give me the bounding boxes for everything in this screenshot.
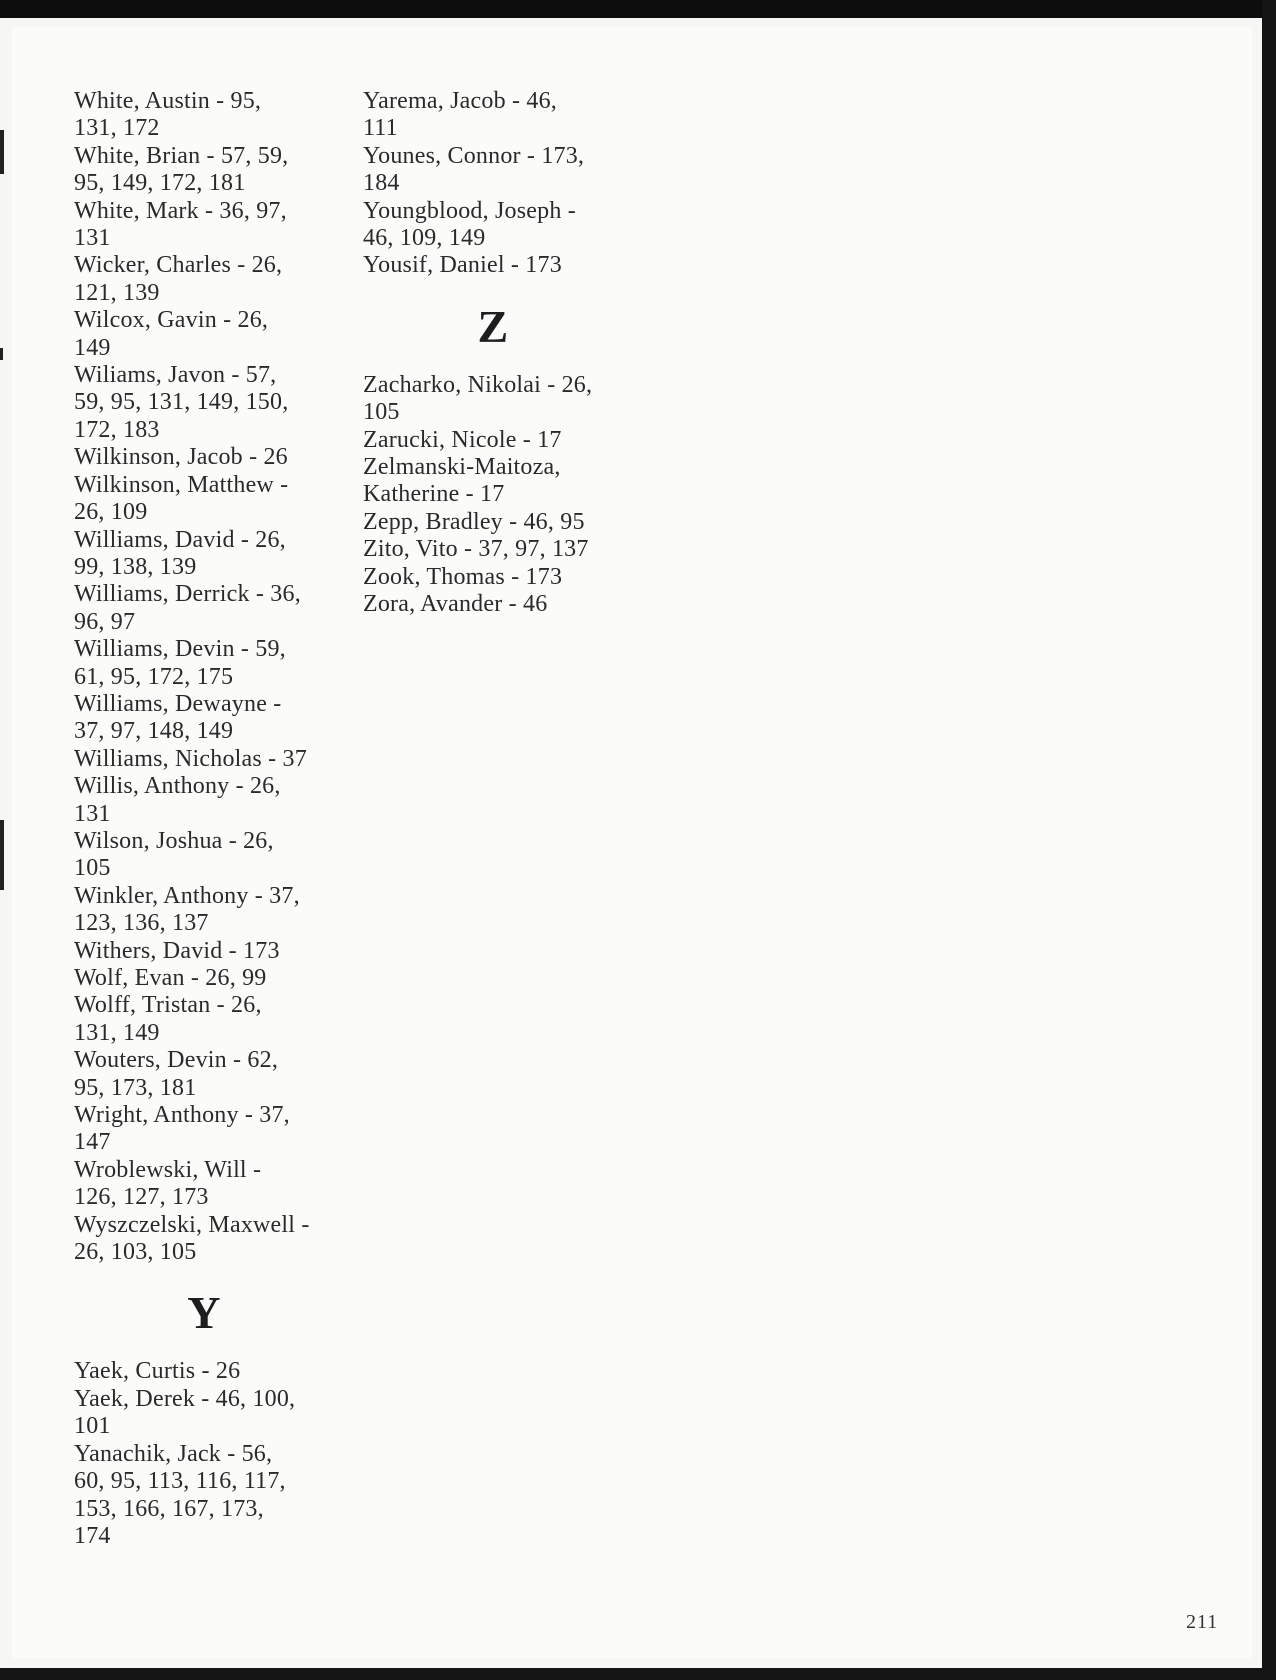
page-number: 211 [1186,1611,1219,1633]
letter-heading-z: Z [477,300,509,352]
index-entry: Willis, Anthony - 26, 131 [74,773,281,827]
index-entry: Zepp, Bradley - 46, 95 [363,508,585,535]
index-entry: Wolff, Tristan - 26, 131, 149 [74,992,262,1046]
index-entry: Zook, Thomas - 173 [363,563,563,590]
index-entry: Williams, Nicholas - 37 [74,745,307,772]
w-entries-list [74,88,334,1266]
index-entry: Withers, David - 173 [74,937,280,964]
index-entry: Younes, Connor - 173, 184 [363,142,585,197]
z-entries-list [363,372,623,619]
index-entry: Wolf, Evan - 26, 99 [74,965,267,991]
index-entry: Wilcox, Gavin - 26, 149 [74,307,269,361]
scan-border-right [1262,0,1276,1680]
index-column-right [363,88,623,619]
index-entry: Yaek, Curtis - 26 [74,1358,241,1385]
index-entry: Wroblewski, Will - 126, 127, 173 [74,1156,262,1211]
index-entry: Wouters, Devin - 62, 95, 173, 181 [74,1047,279,1101]
index-entry: Zacharko, Nikolai - 26, 105 [363,371,593,426]
scan-border-top [0,0,1276,18]
index-entry: Zora, Avander - 46 [363,591,548,618]
index-entry: Williams, Derrick - 36, 96, 97 [74,581,301,635]
scan-edge-mark [0,820,4,890]
index-column-left [74,88,334,1550]
index-entry: Wilson, Joshua - 26, 105 [74,827,274,882]
index-entry: Zito, Vito - 37, 97, 137 [363,536,589,563]
index-entry: Yanachik, Jack - 56, 60, 95, 113, 116, 117, 153, 166, 167, 173, 174 [74,1440,286,1549]
letter-heading-y: Y [187,1287,221,1339]
y-entries-continued-list [363,88,623,280]
index-entry: Wilkinson, Jacob - 26 [74,444,288,471]
index-entry: Williams, David - 26, 99, 138, 139 [74,526,286,580]
index-entry: Wright, Anthony - 37, 147 [74,1102,290,1156]
index-entry: Zelmanski-Maitoza, Katherine - 17 [363,454,561,508]
index-entry: Williams, Devin - 59, 61, 95, 172, 175 [74,636,286,690]
index-entry: Yaek, Derek - 46, 100, 101 [74,1385,296,1440]
index-entry: Winkler, Anthony - 37, 123, 136, 137 [74,882,300,937]
index-entry: Yarema, Jacob - 46, 111 [363,88,557,142]
index-entry: Williams, Dewayne - 37, 97, 148, 149 [74,690,282,745]
index-entry: White, Brian - 57, 59, 95, 149, 172, 181 [74,142,289,197]
index-entry: Wiliams, Javon - 57, 59, 95, 131, 149, 150, 172, 183 [74,362,289,443]
index-entry: Wilkinson, Matthew - 26, 109 [74,471,289,526]
scan-border-bottom [0,1668,1276,1680]
y-entries-list [74,1358,334,1550]
scan-edge-mark [0,348,3,360]
index-entry: Youngblood, Joseph - 46, 109, 149 [363,197,576,252]
index-entry: White, Austin - 95, 131, 172 [74,88,262,142]
scan-edge-mark [0,130,4,174]
index-entry: Wyszczelski, Maxwell - 26, 103, 105 [74,1211,310,1266]
index-entry: Zarucki, Nicole - 17 [363,426,562,453]
index-entry: White, Mark - 36, 97, 131 [74,197,287,252]
index-entry: Wicker, Charles - 26, 121, 139 [74,252,283,306]
index-entry: Yousif, Daniel - 173 [363,252,562,279]
